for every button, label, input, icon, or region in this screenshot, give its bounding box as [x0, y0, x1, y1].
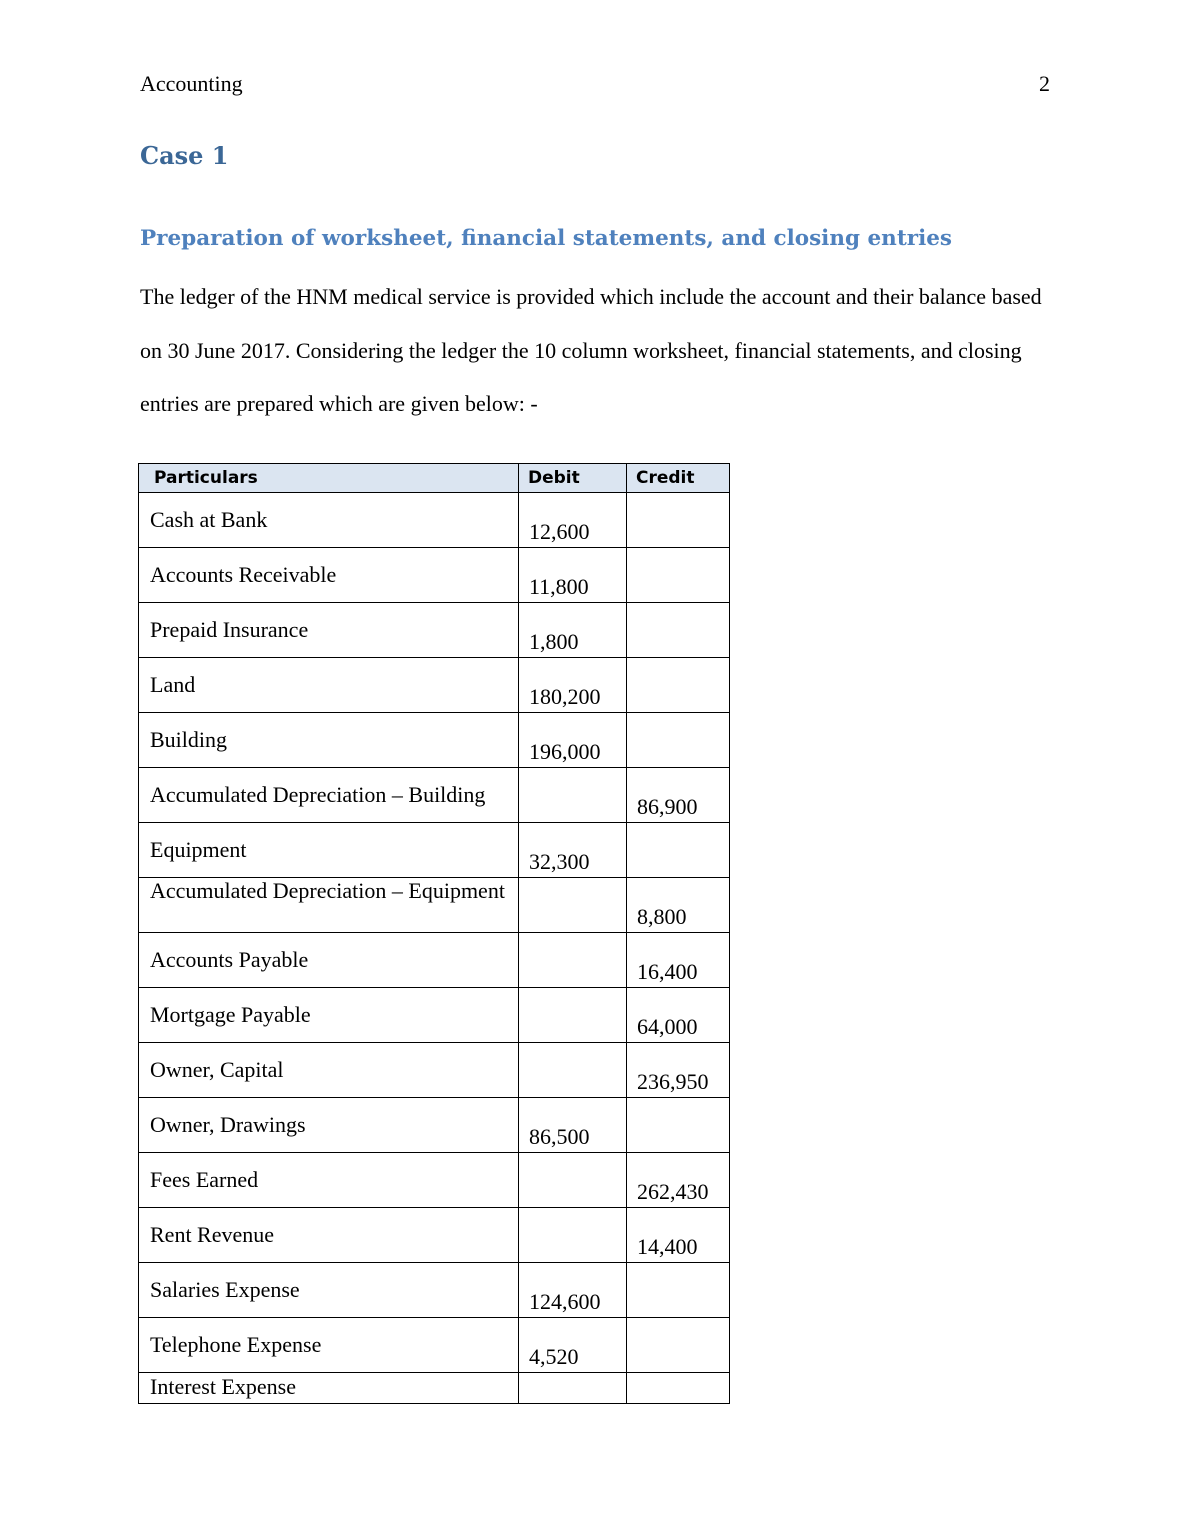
- debit-value: 196,000: [529, 739, 601, 764]
- debit-cell: [519, 658, 627, 713]
- credit-value: 64,000: [637, 1014, 698, 1039]
- particulars-text: Interest Expense: [150, 1374, 296, 1399]
- debit-cell: [519, 1153, 627, 1208]
- particulars-cell: [139, 493, 519, 548]
- credit-value: 86,900: [637, 794, 698, 819]
- particulars-cell: [139, 878, 519, 933]
- credit-value: 8,800: [637, 904, 687, 929]
- credit-cell: [627, 1263, 730, 1318]
- particulars-cell: [139, 823, 519, 878]
- table-row: [139, 823, 730, 878]
- particulars-text: Telephone Expense: [150, 1332, 322, 1357]
- particulars-text: Accounts Receivable: [150, 562, 337, 587]
- table-row: [139, 1153, 730, 1208]
- ledger-table: [138, 463, 730, 1404]
- particulars-cell: [139, 603, 519, 658]
- table-row: [139, 493, 730, 548]
- debit-cell: [519, 988, 627, 1043]
- debit-cell: [519, 1373, 627, 1404]
- credit-cell: [627, 1373, 730, 1404]
- particulars-cell: [139, 1263, 519, 1318]
- header-particulars: Particulars: [139, 464, 519, 493]
- table-row: [139, 1263, 730, 1318]
- particulars-text: Rent Revenue: [150, 1222, 275, 1247]
- debit-value: 12,600: [529, 519, 590, 544]
- credit-cell: [627, 1153, 730, 1208]
- table-row: [139, 1098, 730, 1153]
- page-number: 2: [1039, 71, 1050, 96]
- particulars-cell: [139, 988, 519, 1043]
- particulars-text: Fees Earned: [150, 1167, 259, 1192]
- debit-value: 4,520: [529, 1344, 579, 1369]
- debit-cell: [519, 548, 627, 603]
- debit-value: 180,200: [529, 684, 601, 709]
- particulars-cell: [139, 1318, 519, 1373]
- credit-value: 262,430: [637, 1179, 709, 1204]
- credit-value: 14,400: [637, 1234, 698, 1259]
- credit-cell: [627, 1043, 730, 1098]
- particulars-cell: [139, 548, 519, 603]
- particulars-text: Building: [150, 727, 228, 752]
- debit-cell: [519, 1263, 627, 1318]
- credit-cell: [627, 603, 730, 658]
- credit-cell: [627, 823, 730, 878]
- table-row: [139, 658, 730, 713]
- particulars-cell: [139, 1153, 519, 1208]
- credit-cell: [627, 933, 730, 988]
- table-row: [139, 603, 730, 658]
- particulars-cell: [139, 768, 519, 823]
- particulars-text: Owner, Capital: [150, 1057, 284, 1082]
- running-title: Accounting: [140, 71, 243, 96]
- case-title: Case 1: [140, 141, 229, 170]
- table-row: [139, 548, 730, 603]
- debit-cell: [519, 878, 627, 933]
- particulars-text: Mortgage Payable: [150, 1002, 311, 1027]
- table-row: [139, 988, 730, 1043]
- credit-cell: [627, 768, 730, 823]
- debit-cell: [519, 603, 627, 658]
- particulars-cell: [139, 1043, 519, 1098]
- credit-cell: [627, 713, 730, 768]
- debit-value: 11,800: [529, 574, 589, 599]
- credit-value: 16,400: [637, 959, 698, 984]
- debit-value: 32,300: [529, 849, 590, 874]
- particulars-text: Equipment: [150, 837, 247, 862]
- particulars-text: Cash at Bank: [150, 507, 268, 532]
- credit-cell: [627, 548, 730, 603]
- particulars-text: Owner, Drawings: [150, 1112, 306, 1137]
- credit-cell: [627, 658, 730, 713]
- table-row: [139, 768, 730, 823]
- particulars-cell: [139, 1208, 519, 1263]
- table-header-row: [139, 464, 730, 493]
- table-row: [139, 713, 730, 768]
- table-row: [139, 1318, 730, 1373]
- particulars-cell: [139, 658, 519, 713]
- debit-cell: [519, 933, 627, 988]
- particulars-text: Salaries Expense: [150, 1277, 300, 1302]
- debit-cell: [519, 823, 627, 878]
- credit-value: 236,950: [637, 1069, 709, 1094]
- table-row: [139, 1208, 730, 1263]
- header-credit: Credit: [627, 464, 730, 493]
- debit-value: 1,800: [529, 629, 579, 654]
- credit-cell: [627, 1318, 730, 1373]
- particulars-cell: [139, 1098, 519, 1153]
- table-row: [139, 1043, 730, 1098]
- debit-cell: [519, 1208, 627, 1263]
- table-row: [139, 933, 730, 988]
- table-row: [139, 1373, 730, 1404]
- header-debit: Debit: [519, 464, 627, 493]
- particulars-text: Accounts Payable: [150, 947, 309, 972]
- ledger-rows: [139, 493, 730, 1404]
- particulars-cell: [139, 1373, 519, 1404]
- debit-cell: [519, 1098, 627, 1153]
- debit-value: 86,500: [529, 1124, 590, 1149]
- debit-value: 124,600: [529, 1289, 601, 1314]
- debit-cell: [519, 713, 627, 768]
- credit-cell: [627, 1208, 730, 1263]
- credit-cell: [627, 878, 730, 933]
- section-title: Preparation of worksheet, financial statements, and closing entries: [140, 226, 953, 251]
- particulars-text: Prepaid Insurance: [150, 617, 309, 642]
- intro-paragraph: The ledger of the HNM medical service is provided which include the account and their balance based on 30 June 2017. Considering the ledger the 10 column worksheet, financial statements, and closing entries are prepared which are given below: -: [140, 284, 1042, 416]
- debit-cell: [519, 1043, 627, 1098]
- debit-cell: [519, 493, 627, 548]
- particulars-text: Land: [150, 672, 196, 697]
- particulars-text: Accumulated Depreciation – Equipment: [150, 878, 505, 903]
- debit-cell: [519, 768, 627, 823]
- debit-cell: [519, 1318, 627, 1373]
- table-row: [139, 878, 730, 933]
- credit-cell: [627, 1098, 730, 1153]
- particulars-cell: [139, 713, 519, 768]
- particulars-cell: [139, 933, 519, 988]
- credit-cell: [627, 988, 730, 1043]
- particulars-text: Accumulated Depreciation – Building: [150, 782, 486, 807]
- credit-cell: [627, 493, 730, 548]
